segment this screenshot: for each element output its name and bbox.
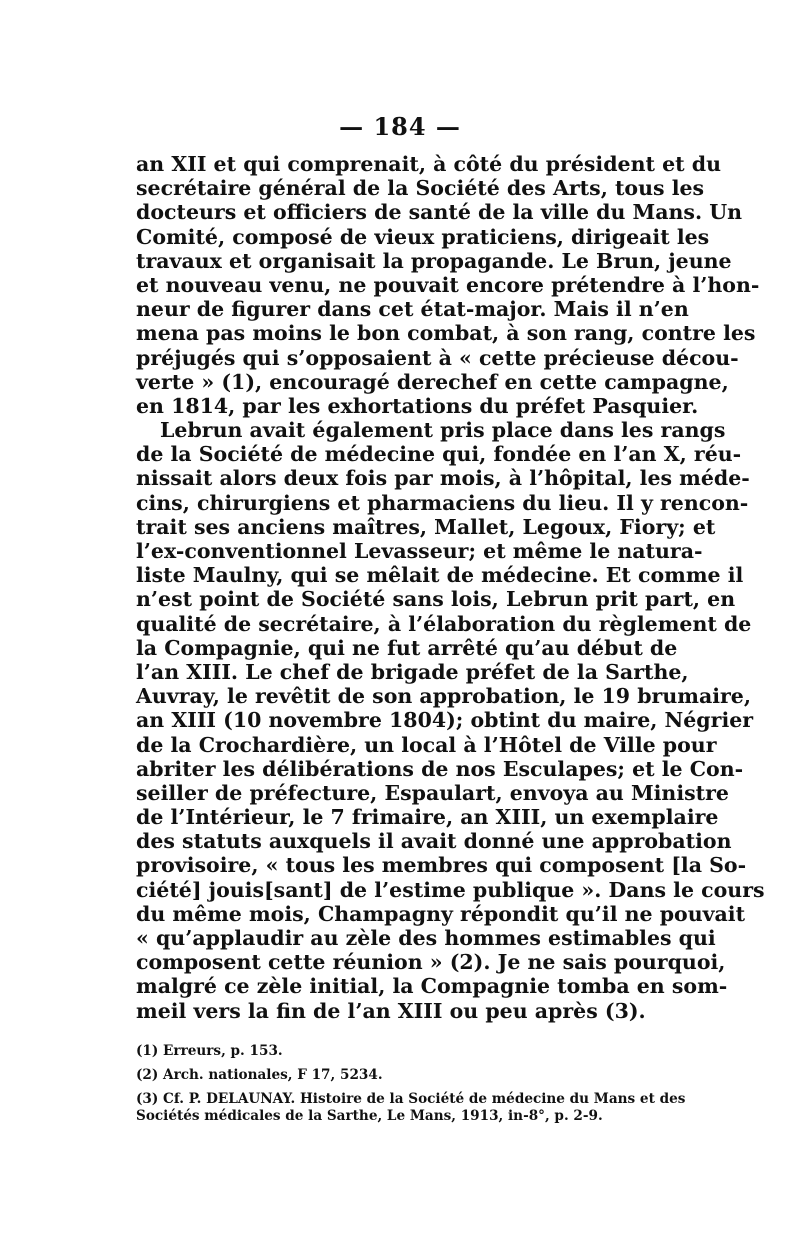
text-line: nissait alors deux fois par mois, à l’hôpital, les méde- — [136, 466, 750, 491]
footnote-3: (3) Cf. P. DELAUNAY. Histoire de la Société de médecine du Mans et des — [136, 1091, 686, 1107]
text-line: Comité, composé de vieux praticiens, dirigeait les — [136, 224, 710, 249]
text-line: composent cette réunion » (2). Je ne sais pourquoi, — [136, 950, 726, 975]
footnote-1: (1) Erreurs, p. 153. — [136, 1043, 283, 1059]
text-line: mena pas moins le bon combat, à son rang, contre les — [136, 321, 756, 346]
text-line: docteurs et officiers de santé de la ville du Mans. Un — [136, 200, 743, 225]
text-line: ciété] jouis[sant] de l’estime publique ». Dans le cours — [136, 877, 765, 902]
text-line: de l’Intérieur, le 7 frimaire, an XIII, un exemplaire — [136, 805, 719, 830]
text-line: la Compagnie, qui ne fut arrêté qu’au début de — [136, 635, 678, 660]
paragraph-1 — [136, 152, 760, 418]
text-line: abriter les délibérations de nos Esculapes; et le Con- — [136, 756, 744, 781]
text-line: qualité de secrétaire, à l’élaboration du règlement de — [136, 611, 752, 636]
text-line: provisoire, « tous les membres qui composent [la So- — [136, 853, 747, 878]
text-line: neur de figurer dans cet état-major. Mais il n’en — [136, 297, 689, 322]
page-number: — 184 — — [339, 112, 461, 141]
text-line: l’ex-conventionnel Levasseur; et même le natura- — [136, 539, 703, 563]
text-line: de la Société de médecine qui, fondée en l’an X, réu- — [136, 442, 742, 467]
text-line: travaux et organisait la propagande. Le Brun, jeune — [136, 248, 732, 273]
text-line: n’est point de Société sans lois, Lebrun prit part, en — [136, 587, 736, 612]
text-line: du même mois, Champagny répondit qu’il ne pouvait — [136, 901, 746, 926]
text-line: cins, chirurgiens et pharmaciens du lieu. Il y rencon- — [136, 490, 749, 515]
text-line: trait ses anciens maîtres, Mallet, Legoux, Fiory; et — [136, 514, 716, 539]
body-text — [136, 152, 765, 1023]
paragraph-2 — [136, 418, 765, 1023]
text-line: des statuts auxquels il avait donné une approbation — [136, 829, 732, 854]
text-line: secrétaire général de la Société des Arts, tous les — [136, 176, 705, 201]
text-line: en 1814, par les exhortations du préfet Pasquier. — [136, 393, 699, 418]
text-line: « qu’applaudir au zèle des hommes estimables qui — [136, 926, 716, 950]
text-line: Auvray, le revêtit de son approbation, le 19 brumaire, — [136, 684, 751, 709]
text-line: préjugés qui s’opposaient à « cette précieuse décou- — [136, 345, 739, 370]
text-line: malgré ce zèle initial, la Compagnie tomba en som- — [136, 974, 728, 999]
text-line: seiller de préfecture, Espaulart, envoya au Ministre — [136, 780, 729, 805]
text-line: verte » (1), encouragé derechef en cette campagne, — [136, 369, 729, 394]
text-line: l’an XIII. Le chef de brigade préfet de la Sarthe, — [136, 659, 689, 684]
text-line: et nouveau venu, ne pouvait encore prétendre à l’hon- — [136, 272, 760, 297]
text-line: de la Crochardière, un local à l’Hôtel de Ville pour — [136, 732, 717, 757]
footnotes — [136, 1043, 686, 1132]
text-line: an XIII (10 novembre 1804); obtint du maire, Négrier — [136, 708, 754, 733]
footnote-2: (2) Arch. nationales, F 17, 5234. — [136, 1067, 383, 1083]
text-line: meil vers la fin de l’an XIII ou peu après (3). — [136, 998, 646, 1023]
text-line: an XII et qui comprenait, à côté du président et du — [136, 152, 721, 176]
text-line: Lebrun avait également pris place dans les rangs — [160, 418, 726, 443]
footnote-3-continued: Sociétés médicales de la Sarthe, Le Mans, 1913, in-8°, p. 2-9. — [136, 1108, 603, 1124]
text-line: liste Maulny, qui se mêlait de médecine. Et comme il — [136, 563, 744, 588]
